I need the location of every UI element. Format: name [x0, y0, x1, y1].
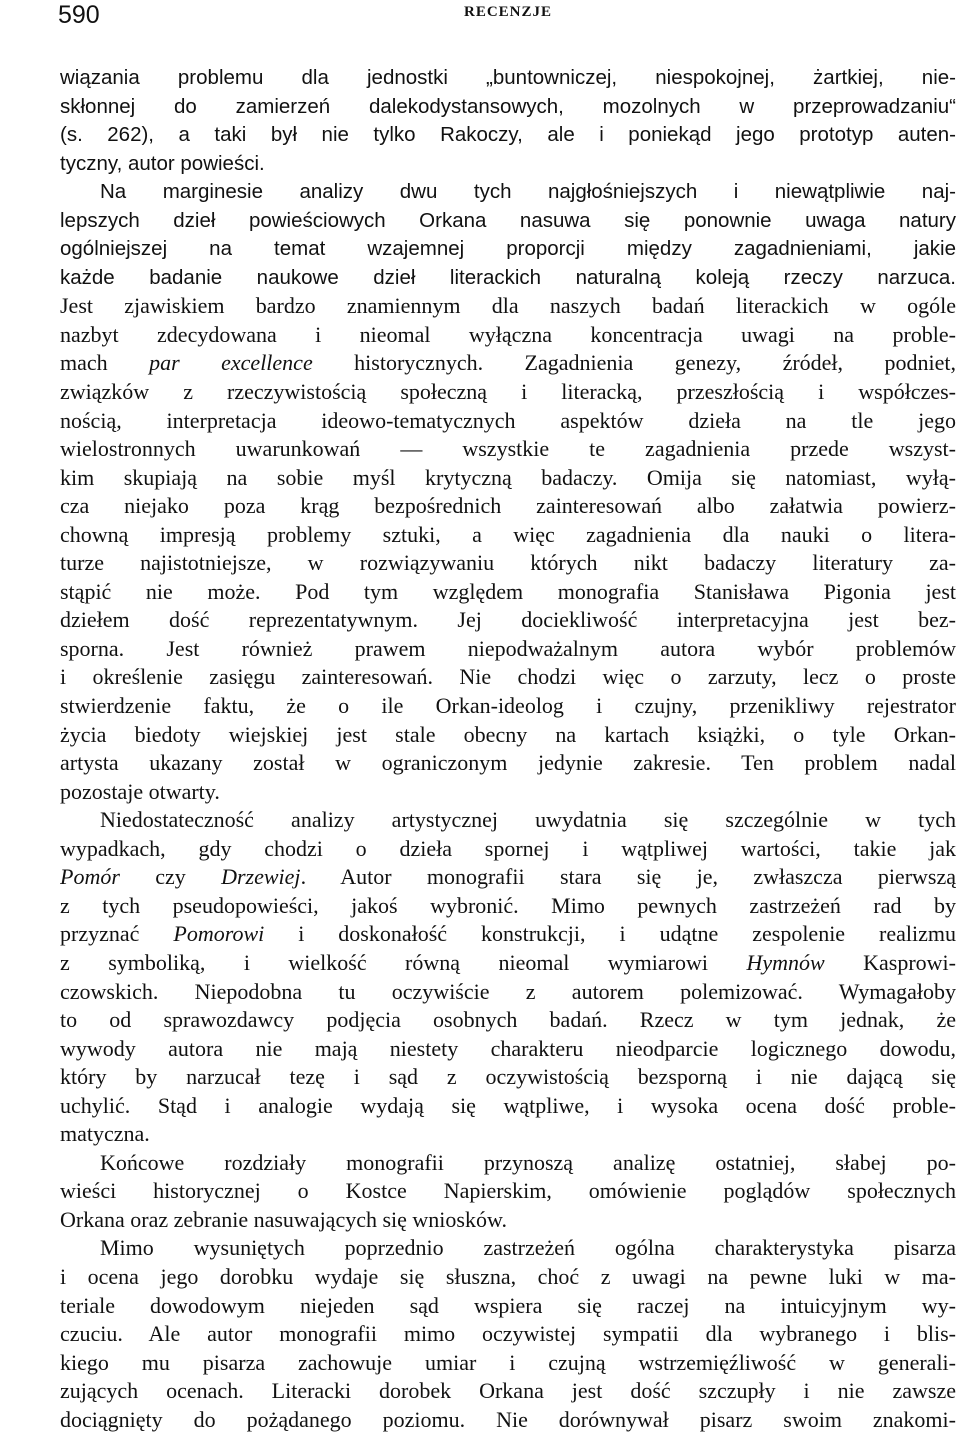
- text-line: stwierdzenie faktu, że o ile Orkan-ideolog i czujny, przenikliwy rejestrator: [60, 693, 956, 719]
- text-line: teriale dowodowym niejeden sąd wspiera się raczej na intuicyjnym wy-: [60, 1292, 956, 1318]
- text-line: Na marginesie analizy dwu tych najgłośniejszych i niewątpliwie naj-: [100, 180, 956, 204]
- italic-title: par excellence: [149, 350, 313, 376]
- text-line: turze najistotniejsze, w rozwiązywaniu których nikt badaczy literatury za-: [60, 550, 956, 576]
- text-line: czuciu. Ale autor monografii mimo oczywistej sympatii dla wybranego i blis-: [60, 1321, 956, 1347]
- text-line: związków z rzeczywistością społeczną i literacką, przeszłością i współczes-: [60, 379, 956, 405]
- text-line: Jest zjawiskiem bardzo znamiennym dla naszych badań literackich w ogóle: [60, 293, 956, 319]
- text-line: i określenie zasięgu zainteresowań. Nie chodzi więc o zarzuty, lecz o proste: [60, 664, 956, 690]
- text-line: nością, interpretacja ideowo-tematycznych aspektów dzieła na tle jego: [60, 407, 956, 433]
- running-head: RECENZJE: [463, 4, 553, 20]
- text-line: kim skupiają na sobie myśl krytyczną badaczy. Omija się natomiast, wyłą-: [60, 464, 956, 490]
- text-line: mach par excellence historycznych. Zagadnienia genezy, źródeł, podniet,: [60, 350, 956, 376]
- text-line: to od sprawozdawcy podjęcia osobnych badań. Rzecz w tym jednak, że: [60, 1007, 956, 1033]
- page-header: [0, 0, 960, 40]
- text-line: Pomór czy Drzewiej. Autor monografii stara się je, zwłaszcza pierwszą: [60, 864, 956, 890]
- text-line: który by narzucał tezę i sąd z oczywistością bezsporną i nie dającą się: [60, 1064, 956, 1090]
- text-line: wypadkach, gdy chodzi o dzieła spornej i wątpliwej wartości, takie jak: [60, 835, 956, 861]
- italic-title: Pomór: [60, 864, 120, 890]
- text-line: przyznać Pomorowi i doskonałość konstrukcji, i udątne zespolenie realizmu: [60, 921, 956, 947]
- text-line: wiązania problemu dla jednostki „buntowniczej, niespokojnej, żartkiej, nie-: [60, 66, 956, 89]
- text-line: lepszych dzieł powieściowych Orkana nasuwa się ponownie uwaga natury: [60, 208, 956, 232]
- text-line: skłonnej do zamierzeń dalekodystansowych, mozolnych w przeprowadzaniu“: [60, 94, 956, 118]
- text-line: Niedostateczność analizy artystycznej uwydatnia się szczególnie w tych: [100, 807, 956, 833]
- text-line: uchylić. Stąd i analogie wydają się wątpliwe, i wysoka ocena dość proble-: [60, 1092, 956, 1118]
- italic-title: Drzewiej: [221, 864, 301, 890]
- text-line: stąpić nie może. Pod tym względem monografia Stanisława Pigonia jest: [60, 578, 956, 604]
- text-line: dociągnięty do pożądanego poziomu. Nie dorównywał pisarz swoim znakomi-: [60, 1406, 956, 1432]
- text-line: życia biedoty wiejskiej jest stale obecny na kartach książki, o tyle Orkan-: [60, 721, 956, 747]
- page-number: 590: [58, 1, 100, 29]
- text-line: zujących ocenach. Literacki dorobek Orkana jest dość szczupły i nie zawsze: [60, 1378, 956, 1404]
- text-line: ogólniejszej na temat wzajemnej proporcji między zagadnieniami, jakie: [60, 237, 956, 261]
- text-line: czowskich. Niepodobna tu oczywiście z autorem polemizować. Wymagałoby: [60, 978, 956, 1004]
- text-line: wywody autora nie mają niestety charakteru nieodparcie logicznego dowodu,: [60, 1035, 956, 1061]
- text-line: cza niejako poza krąg bezpośrednich zainteresowań albo załatwia powierz-: [60, 493, 956, 519]
- text-line: Końcowe rozdziały monografii przynoszą analizę ostatniej, słabej po-: [100, 1149, 956, 1175]
- text-line: pozostaje otwarty.: [60, 778, 220, 804]
- text-line: sporna. Jest również prawem niepodważalnym autora wybór problemów: [60, 635, 956, 661]
- text-line: dziełem dość reprezentatywnym. Jej dociekliwość interpretacyjna jest bez-: [60, 607, 956, 633]
- body-text: [60, 64, 956, 1434]
- text-line: artysta ukazany został w ograniczonym jedynie zakresie. Ten problem nadal: [60, 750, 956, 776]
- text-line: z tych pseudopowieści, jakoś wybronić. Mimo pewnych zastrzeżeń rad by: [60, 892, 956, 918]
- text-line: z symboliką, i wielkość równą nieomal wymiarowi Hymnów Kasprowi-: [60, 949, 956, 975]
- text-line: matyczna.: [60, 1121, 150, 1147]
- text-line: Mimo wysuniętych poprzednio zastrzeżeń ogólna charakterystyka pisarza: [100, 1235, 956, 1261]
- text-line: kiego mu pisarza zachowuje umiar i czujną wstrzemięźliwość w generali-: [60, 1349, 956, 1375]
- text-line: nazbyt zdecydowana i nieomal wyłączna koncentracja uwagi na proble-: [60, 321, 956, 347]
- text-line: każde badanie naukowe dzieł literackich naturalną koleją rzeczy narzuca.: [60, 265, 956, 289]
- italic-title: Pomorowi: [173, 921, 265, 947]
- text-line: Orkana oraz zebranie nasuwających się wniosków.: [60, 1206, 507, 1232]
- text-line: tyczny, autor powieści.: [60, 151, 265, 175]
- italic-title: Hymnów: [746, 949, 825, 975]
- text-line: chowną impresją problemy sztuki, a więc zagadnienia dla nauki o litera-: [60, 521, 956, 547]
- text-line: i ocena jego dorobku wydaje się słuszna, choć z uwagi na pewne luki w ma-: [60, 1263, 956, 1289]
- text-line: wielostronnych uwarunkowań — wszystkie te zagadnienia przede wszyst-: [60, 436, 956, 462]
- text-line: wieści historycznej o Kostce Napierskim, omówienie poglądów społecznych: [60, 1178, 956, 1204]
- text-line: (s. 262), a taki był nie tylko Rakoczy, ale i poniekąd jego prototyp auten-: [60, 123, 956, 147]
